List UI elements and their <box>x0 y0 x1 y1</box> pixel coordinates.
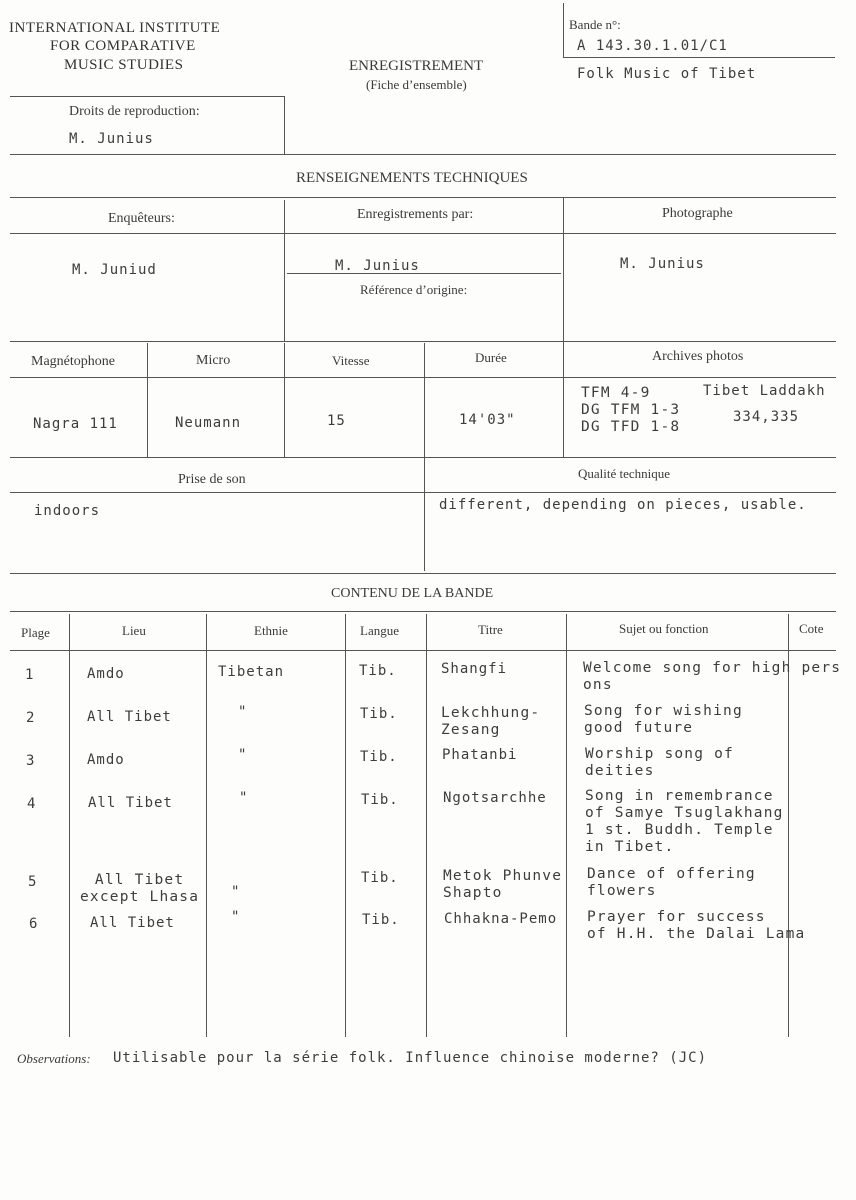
magnetophone-value: Nagra 111 <box>33 416 118 432</box>
magnetophone-header: Magnétophone <box>31 354 115 369</box>
tech-section-title: RENSEIGNEMENTS TECHNIQUES <box>296 170 528 186</box>
archives-refs: TFM 4-9 DG TFM 1-3 DG TFD 1-8 <box>581 385 681 435</box>
table-col-divider-5 <box>566 614 567 1037</box>
droits-box-top-border <box>10 96 284 97</box>
prise-qualite-divider <box>424 457 425 571</box>
enqueteurs-value: M. Juniud <box>72 262 157 278</box>
row1-titre: Shangfi <box>441 661 508 677</box>
enregistrements-label: Enregistrements par: <box>357 207 474 222</box>
archives-place: Tibet Laddakh <box>703 383 826 399</box>
micro-value: Neumann <box>175 415 242 431</box>
observations-value: Utilisable pour la série folk. Influence chinoise moderne? (JC) <box>113 1050 708 1066</box>
droits-box-right-border <box>284 96 285 154</box>
form-title: ENREGISTREMENT <box>349 58 484 74</box>
row4-lieu: All Tibet <box>88 795 173 811</box>
equip-divider-3 <box>424 343 425 457</box>
row6-sujet: Prayer for success of H.H. the Dalai Lama <box>587 909 806 942</box>
table-col-divider-3 <box>345 614 346 1037</box>
droits-label: Droits de reproduction: <box>69 104 200 119</box>
row5-ethnie: " <box>231 884 241 900</box>
table-header-plage: Plage <box>21 625 50 640</box>
row1-langue: Tib. <box>359 663 397 679</box>
bande-box-bottom-border <box>563 57 835 58</box>
row6-langue: Tib. <box>362 912 400 928</box>
personnel-divider-2 <box>563 197 564 341</box>
droits-value: M. Junius <box>69 131 154 147</box>
row6-ethnie: " <box>231 909 241 925</box>
bande-box-left-border <box>563 3 564 57</box>
table-col-divider-4 <box>426 614 427 1037</box>
row4-langue: Tib. <box>361 792 399 808</box>
prise-de-son-value: indoors <box>34 503 101 519</box>
bande-label: Bande n°: <box>569 17 621 32</box>
personnel-divider-1 <box>284 200 285 341</box>
row5-plage: 5 <box>28 874 38 890</box>
table-header-titre: Titre <box>478 622 503 637</box>
row2-langue: Tib. <box>360 706 398 722</box>
equip-divider-4 <box>563 341 564 457</box>
vitesse-header: Vitesse <box>332 353 370 368</box>
row5-sujet: Dance of offering flowers <box>587 866 756 899</box>
archives-header: Archives photos <box>652 349 744 364</box>
personnel-header-rule <box>10 233 836 234</box>
form-subtitle: (Fiche d’ensemble) <box>366 77 467 92</box>
row6-titre: Chhakna-Pemo <box>444 911 558 927</box>
equip-bottom-rule <box>10 457 836 458</box>
photographe-label: Photographe <box>662 206 733 221</box>
reference-origine-label: Référence d’origine: <box>360 282 468 297</box>
row5-titre: Metok Phunve Shapto <box>443 868 563 901</box>
row1-ethnie: Tibetan <box>218 664 285 680</box>
bande-number: A 143.30.1.01/C1 <box>577 38 728 54</box>
archives-numbers: 334,335 <box>733 409 800 425</box>
duree-value: 14'03" <box>459 412 516 428</box>
institute-name-line3: MUSIC STUDIES <box>64 57 184 73</box>
row4-ethnie: " <box>239 790 249 806</box>
institute-name-line1: INTERNATIONAL INSTITUTE <box>9 20 221 36</box>
row2-lieu: All Tibet <box>87 709 172 725</box>
table-header-langue: Langue <box>360 623 399 638</box>
row3-lieu: Amdo <box>87 752 125 768</box>
prise-header-rule <box>10 492 836 493</box>
personnel-bottom-rule <box>10 341 836 342</box>
row4-sujet: Song in remembrance of Samye Tsuglakhang 1 st. Buddh. Temple in Tibet. <box>585 788 784 855</box>
table-header-rule <box>10 650 836 651</box>
row3-titre: Phatanbi <box>442 747 518 763</box>
photographe-value: M. Junius <box>620 256 705 272</box>
row4-titre: Ngotsarchhe <box>443 790 547 806</box>
enqueteurs-label: Enquêteurs: <box>108 211 175 226</box>
header-bottom-rule <box>10 154 836 155</box>
bande-collection: Folk Music of Tibet <box>577 66 757 82</box>
prise-de-son-label: Prise de son <box>178 472 246 487</box>
qualite-label: Qualité technique <box>578 466 671 481</box>
enregistrements-value: M. Junius <box>335 258 420 274</box>
row1-lieu: Amdo <box>87 666 125 682</box>
row2-plage: 2 <box>26 710 36 726</box>
row5-langue: Tib. <box>361 870 399 886</box>
tech-title-rule <box>10 197 836 198</box>
table-col-divider-1 <box>69 614 70 1037</box>
row2-ethnie: " <box>238 704 248 720</box>
row3-langue: Tib. <box>360 749 398 765</box>
row1-sujet: Welcome song for high pers ons <box>583 660 842 693</box>
micro-header: Micro <box>196 353 231 368</box>
prise-bottom-rule <box>10 573 836 574</box>
enregistrements-value-rule <box>287 273 561 274</box>
equip-divider-1 <box>147 343 148 457</box>
table-col-divider-2 <box>206 614 207 1037</box>
row2-titre: Lekchhung- Zesang <box>441 705 541 738</box>
table-header-lieu: Lieu <box>122 623 146 638</box>
contenu-title-rule <box>10 611 836 612</box>
equip-divider-2 <box>284 343 285 457</box>
vitesse-value: 15 <box>327 413 346 429</box>
qualite-value: different, depending on pieces, usable. <box>439 497 807 513</box>
duree-header: Durée <box>475 350 507 365</box>
observations-label: Observations: <box>17 1051 91 1066</box>
row4-plage: 4 <box>27 796 37 812</box>
table-header-cote: Cote <box>799 621 824 636</box>
table-header-sujet: Sujet ou fonction <box>619 621 709 636</box>
row6-plage: 6 <box>29 916 39 932</box>
institute-name-line2: FOR COMPARATIVE <box>50 38 196 54</box>
row6-lieu: All Tibet <box>90 915 175 931</box>
row2-sujet: Song for wishing good future <box>584 703 743 736</box>
row3-plage: 3 <box>26 753 36 769</box>
row1-plage: 1 <box>25 667 35 683</box>
row3-sujet: Worship song of deities <box>585 746 734 779</box>
equip-header-rule <box>10 377 836 378</box>
contenu-section-title: CONTENU DE LA BANDE <box>331 586 494 601</box>
row5-lieu: All Tibet except Lhasa <box>80 872 200 905</box>
row3-ethnie: " <box>238 747 248 763</box>
table-header-ethnie: Ethnie <box>254 623 288 638</box>
